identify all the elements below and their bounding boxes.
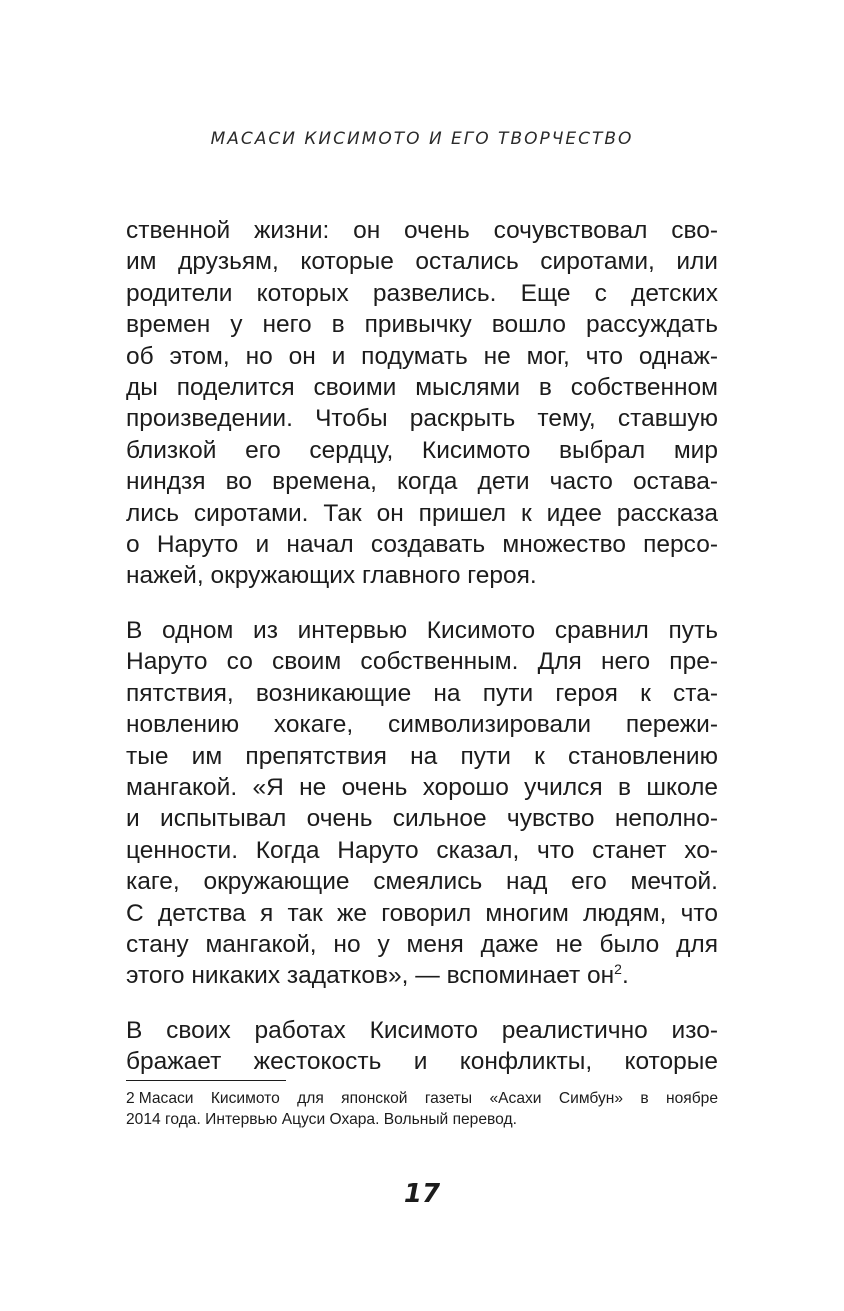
text-line: лись сиротами. Так он пришел к идее рассказа	[126, 499, 718, 527]
body-text	[126, 215, 718, 1101]
text-line: В одном из интервью Кисимото сравнил путь	[126, 616, 718, 644]
text-line: им друзьям, которые остались сиротами, или	[126, 248, 718, 276]
text-line-with-footnote: этого никаких задатков», — вспоминает он$^2$.	[126, 961, 629, 990]
footnote-line: 2014 года. Интервью Ацуси Охара. Вольный перевод.	[126, 1111, 517, 1128]
text-line: стану мангакой, но у меня даже не было для	[126, 930, 718, 958]
paragraph-3	[126, 1015, 718, 1078]
footnote-line	[126, 1088, 718, 1109]
text-line: каге, окружающие смеялись над его мечтой.	[126, 868, 718, 896]
text-line: и испытывал очень сильное чувство неполно-	[126, 805, 718, 833]
text-line: ды поделится своими мыслями в собственном	[126, 374, 718, 402]
footnote-text: Масаси Кисимото для японской газеты «Асахи Симбун» в ноябре	[138, 1090, 718, 1107]
text-line-content: этого никаких задатков», — вспоминает он	[126, 962, 615, 990]
text-line: произведении. Чтобы раскрыть тему, ставшую	[126, 405, 718, 433]
text-line: С детства я так же говорил многим людям, что	[126, 899, 718, 927]
text-line: Наруто со своим собственным. Для него пре-	[126, 648, 718, 676]
text-line: родители которых развелись. Еще с детских	[126, 279, 718, 307]
text-line: об этом, но он и подумать не мог, что однаж-	[126, 342, 718, 370]
text-line: тые им препятствия на пути к становлению	[126, 742, 718, 770]
text-line: мангакой. «Я не очень хорошо учился в школе	[126, 773, 718, 801]
text-line: нажей, окружающих главного героя.	[126, 562, 537, 590]
text-line: о Наруто и начал создавать множество персо-	[126, 531, 718, 559]
page-number: 17	[403, 1179, 441, 1209]
text-line: ственной жизни: он очень сочувствовал сво-	[126, 217, 718, 244]
paragraph-1	[126, 215, 718, 592]
footnote-divider	[126, 1080, 286, 1081]
running-header: МАСАСИ КИСИМОТО И ЕГО ТВОРЧЕСТВО	[210, 129, 634, 149]
footnote-number: 2	[126, 1090, 135, 1107]
footnote	[126, 1088, 718, 1130]
text-line: времен у него в привычку вошло рассуждать	[126, 311, 718, 339]
paragraph-2	[126, 615, 718, 992]
footnote-reference[interactable]: 2	[614, 961, 622, 978]
text-line: пятствия, возникающие на пути героя к ста-	[126, 679, 718, 707]
text-line: В своих работах Кисимото реалистично изо-	[126, 1016, 718, 1044]
text-line: новлению хокаге, символизировали пережи-	[126, 711, 718, 739]
text-line: ценности. Когда Наруто сказал, что станет хо-	[126, 836, 718, 864]
text-line: бражает жестокость и конфликты, которые	[126, 1048, 718, 1076]
text-line: близкой его сердцу, Кисимото выбрал мир	[126, 436, 718, 464]
text-line: ниндзя во времена, когда дети часто остава-	[126, 468, 718, 496]
